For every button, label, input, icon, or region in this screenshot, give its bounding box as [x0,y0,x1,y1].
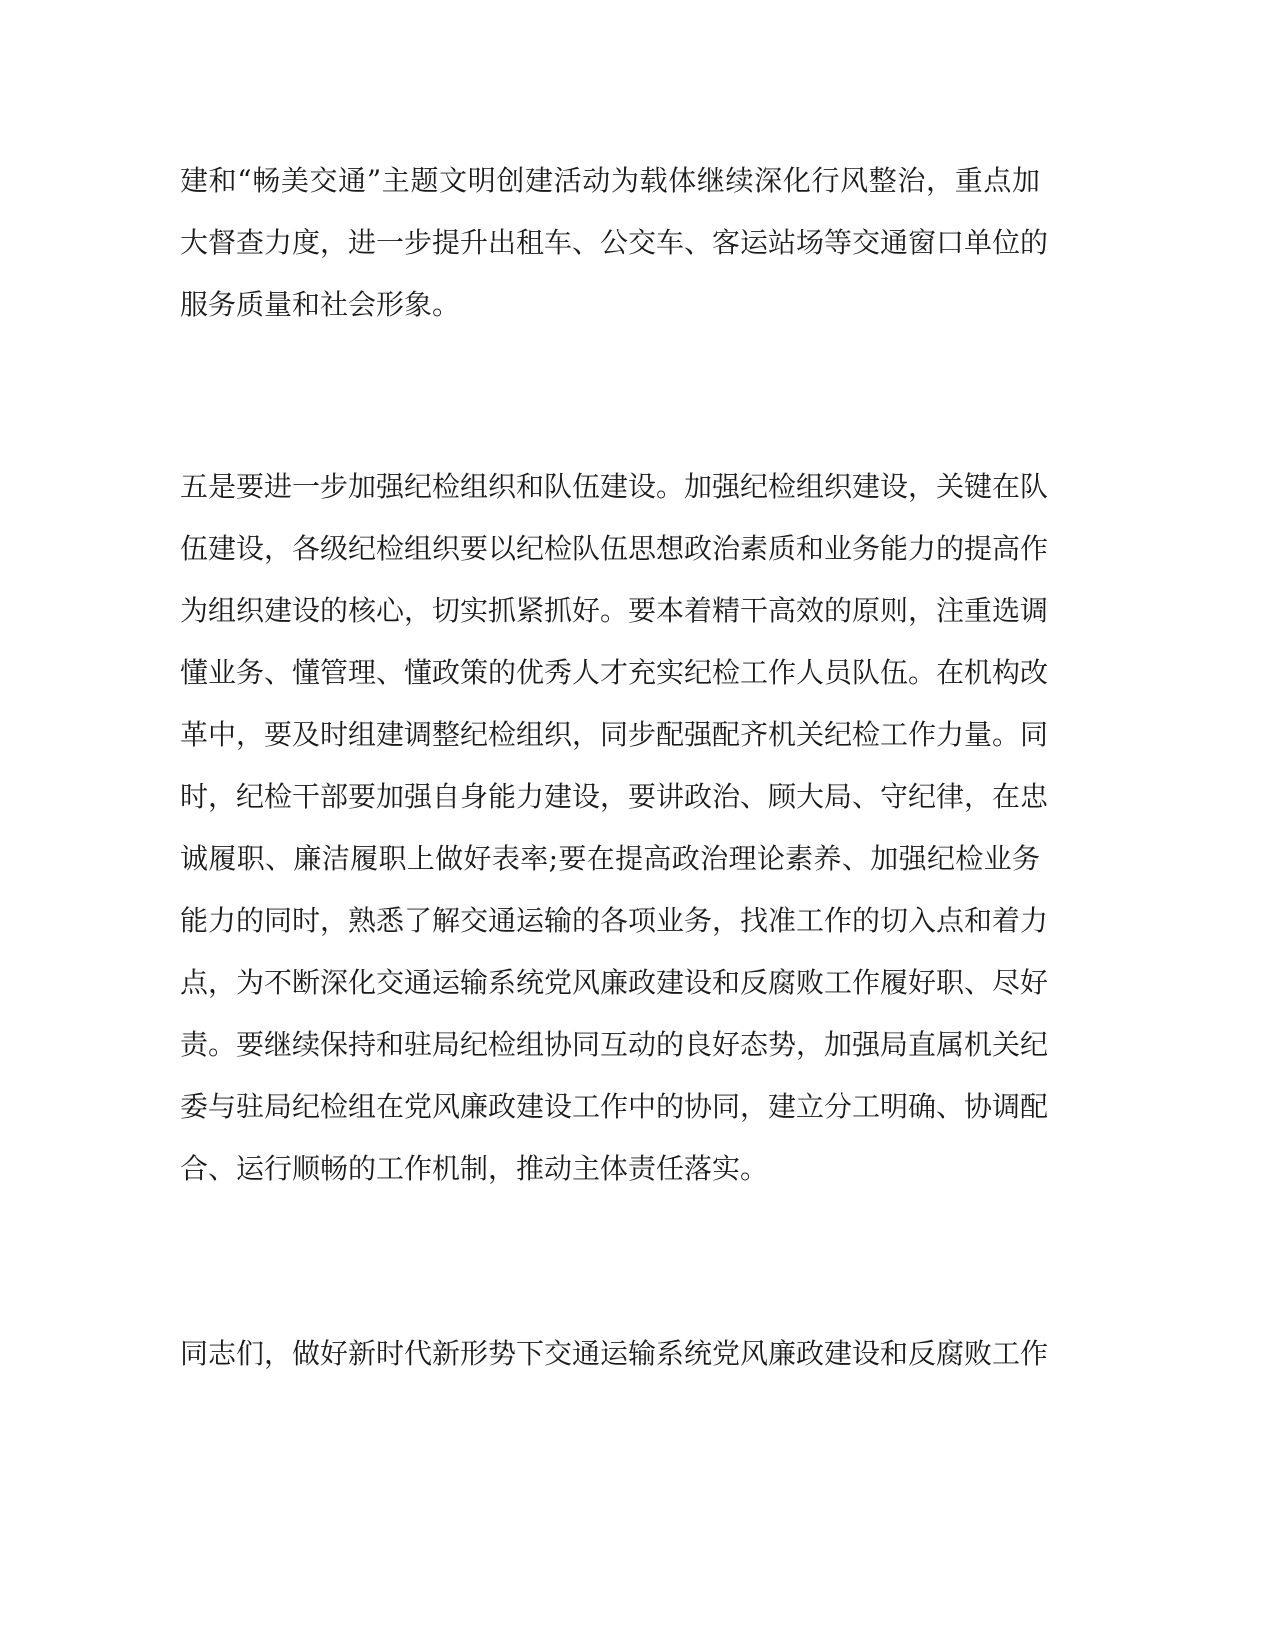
text-line: 同志们，做好新时代新形势下交通运输系统党风廉政建设和反腐败工作 [180,1337,1049,1370]
paragraph [180,456,1049,1200]
text-line: 能力的同时，熟悉了解交通运输的各项业务，找准工作的切入点和着力 [180,904,1049,937]
text-line: 委与驻局纪检组在党风廉政建设工作中的协同，建立分工明确、协调配 [180,1090,1049,1123]
text-line: 伍建设，各级纪检组织要以纪检队伍思想政治素质和业务能力的提高作 [180,532,1049,565]
text-line: 为组织建设的核心，切实抓紧抓好。要本着精干高效的原则，注重选调 [180,594,1049,627]
text-line: 时，纪检干部要加强自身能力建设，要讲政治、顾大局、守纪律，在忠 [180,780,1049,813]
text-line: 懂业务、懂管理、懂政策的优秀人才充实纪检工作人员队伍。在机构改 [180,656,1049,689]
text-line: 诚履职、廉洁履职上做好表率;要在提高政治理论素养、加强纪检业务 [180,842,1040,875]
text-line: 五是要进一步加强纪检组织和队伍建设。加强纪检组织建设，关键在队 [180,470,1049,503]
paragraph [180,1323,1049,1385]
text-line: 合、运行顺畅的工作机制，推动主体责任落实。 [180,1152,769,1185]
text-line: 责。要继续保持和驻局纪检组协同互动的良好态势，加强局直属机关纪 [180,1028,1049,1061]
text-line: 大督查力度，进一步提升出租车、公交车、客运站场等交通窗口单位的 [180,226,1049,259]
text-line: 建和“畅美交通”主题文明创建活动为载体继续深化行风整治，重点加 [180,164,1040,197]
text-line: 服务质量和社会形象。 [180,288,461,321]
text-line: 革中，要及时组建调整纪检组织，同步配强配齐机关纪检工作力量。同 [180,718,1049,751]
paragraph [180,150,1049,336]
text-line: 点，为不断深化交通运输系统党风廉政建设和反腐败工作履好职、尽好 [180,966,1049,999]
